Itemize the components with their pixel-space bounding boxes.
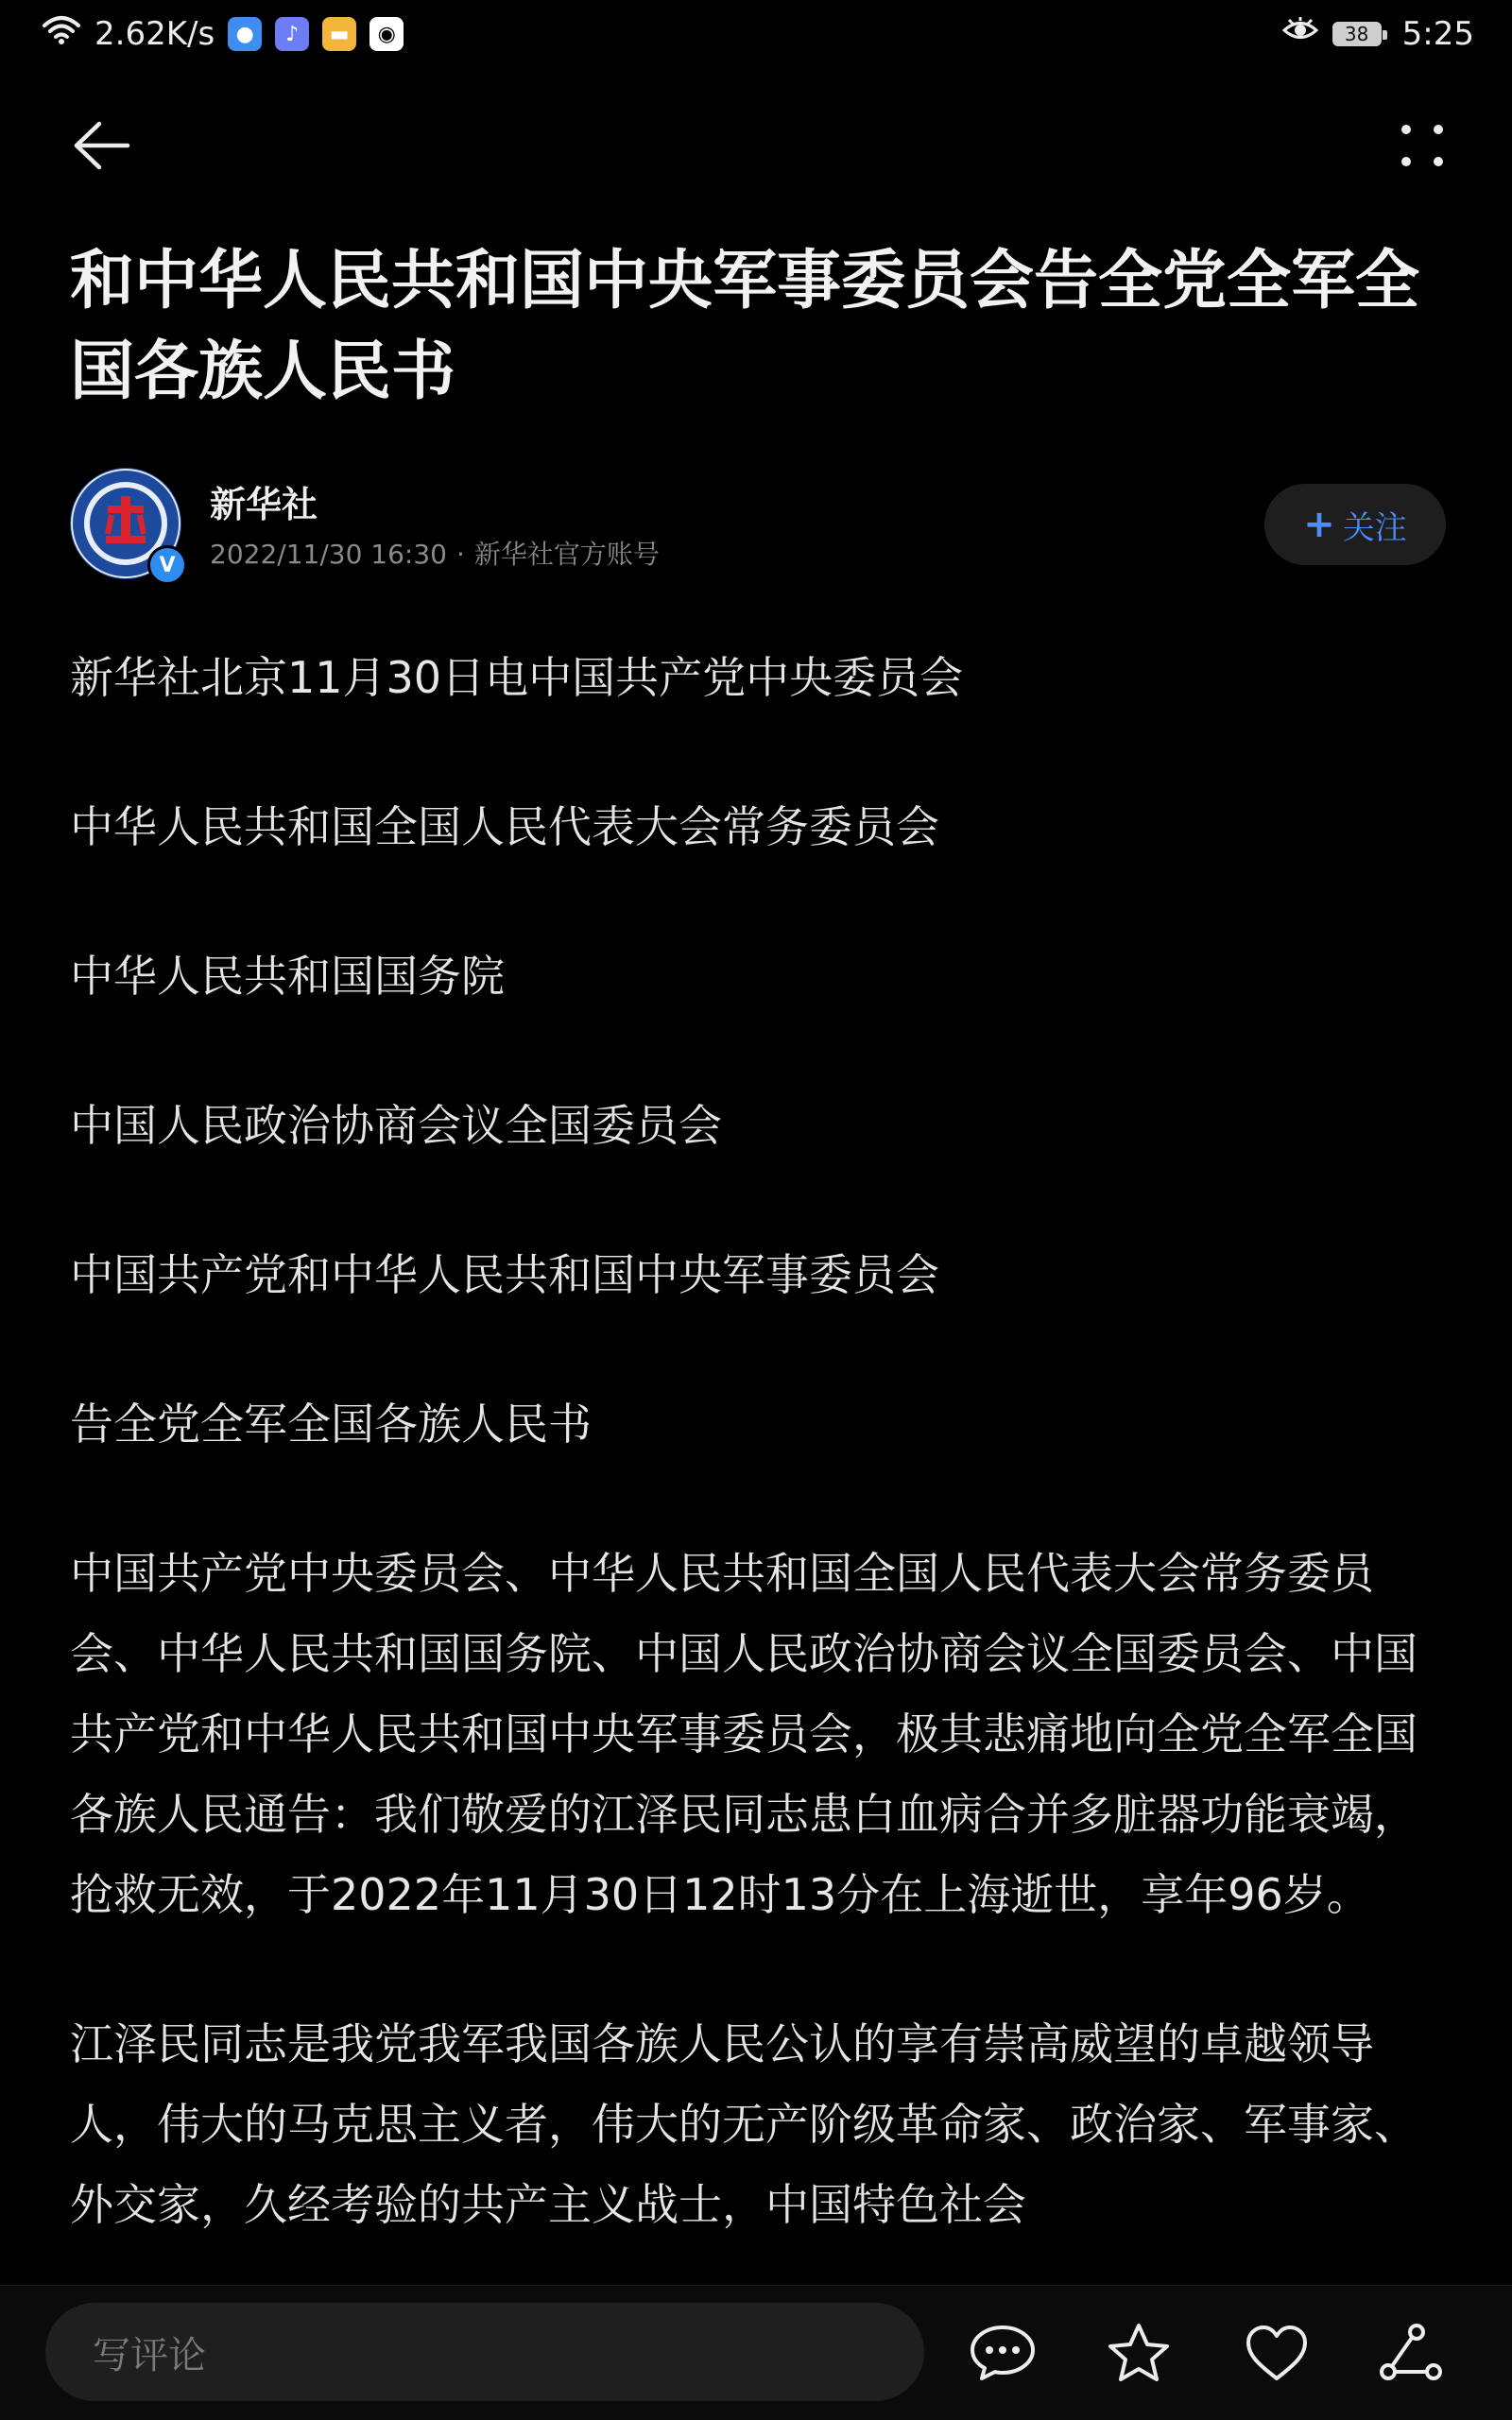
heart-icon <box>1245 2324 1309 2382</box>
author-avatar[interactable] <box>70 468 181 579</box>
article-paragraph: 中华人民共和国全国人民代表大会常务委员会 <box>70 801 939 852</box>
clock: 5:25 <box>1401 15 1474 53</box>
qq-app-icon: ◉ <box>369 17 404 51</box>
article-paragraph: 中国人民政治协商会议全国委员会 <box>70 1100 722 1151</box>
author-account-type: 新华社官方账号 <box>473 539 660 570</box>
share-icon <box>1379 2323 1443 2383</box>
status-bar-right <box>1281 15 1474 53</box>
status-bar-left <box>42 14 404 55</box>
publish-datetime: 2022/11/30 16:30 <box>210 539 447 570</box>
like-button[interactable] <box>1234 2310 1319 2395</box>
follow-label: 关注 <box>1342 508 1407 547</box>
meta-separator: · <box>455 539 465 570</box>
article-body <box>70 638 1431 2314</box>
author-row <box>70 468 1446 581</box>
plus-icon: + <box>1303 503 1335 546</box>
folder-app-icon: ▬ <box>322 17 356 51</box>
browser-app-icon: ● <box>228 17 262 51</box>
music-app-icon: ♪ <box>275 17 309 51</box>
share-button[interactable] <box>1368 2310 1453 2395</box>
article-paragraph: 中国共产党中央委员会、中华人民共和国全国人民代表大会常务委员会、中华人民共和国国务院、中国人民政治协商会议全国委员会、中国共产党和中华人民共和国中央军事委员会，极其悲痛地向全党全军全国各族人民通告：我们敬爱的江泽民同志患白血病合并多脏器功能衰竭，抢救无效，于2022年11月30日12时13分在上海逝世，享年96岁。 <box>70 1548 1418 1920</box>
back-button[interactable] <box>66 115 138 176</box>
bottom-action-bar <box>0 2285 1512 2420</box>
verified-badge: V <box>147 545 187 585</box>
wifi-icon <box>42 14 81 55</box>
back-arrow-icon <box>73 121 131 170</box>
article-paragraph: 中华人民共和国国务院 <box>70 951 505 1002</box>
comment-button[interactable] <box>960 2310 1045 2395</box>
status-bar <box>0 0 1512 68</box>
favorite-button[interactable] <box>1096 2310 1181 2395</box>
star-icon <box>1107 2322 1171 2384</box>
comment-input[interactable]: 写评论 <box>45 2303 924 2401</box>
article-paragraph: 新华社北京11月30日电中国共产党中央委员会 <box>70 652 964 703</box>
eye-comfort-icon <box>1281 15 1319 53</box>
battery-indicator: 38 <box>1332 22 1382 46</box>
comment-icon <box>969 2324 1037 2382</box>
author-meta <box>210 534 660 572</box>
article-title: 和中华人民共和国中央军事委员会告全党全军全国各族人民书 <box>70 244 1420 409</box>
author-name[interactable]: 新华社 <box>210 484 318 525</box>
article-paragraph: 中国共产党和中华人民共和国中央军事委员会 <box>70 1249 939 1300</box>
more-vertical-icon <box>1399 122 1446 169</box>
top-nav-bar <box>0 94 1512 198</box>
follow-button[interactable] <box>1264 484 1446 565</box>
article-paragraph: 江泽民同志是我党我军我国各族人民公认的享有崇高威望的卓越领导人，伟大的马克思主义者，伟大的无产阶级革命家、政治家、军事家、外交家，久经考验的共产主义战士，中国特色社会 <box>70 2018 1418 2230</box>
article-paragraph: 告全党全军全国各族人民书 <box>70 1399 592 1450</box>
network-speed: 2.62K/s <box>94 15 215 53</box>
more-options-button[interactable] <box>1389 115 1455 176</box>
